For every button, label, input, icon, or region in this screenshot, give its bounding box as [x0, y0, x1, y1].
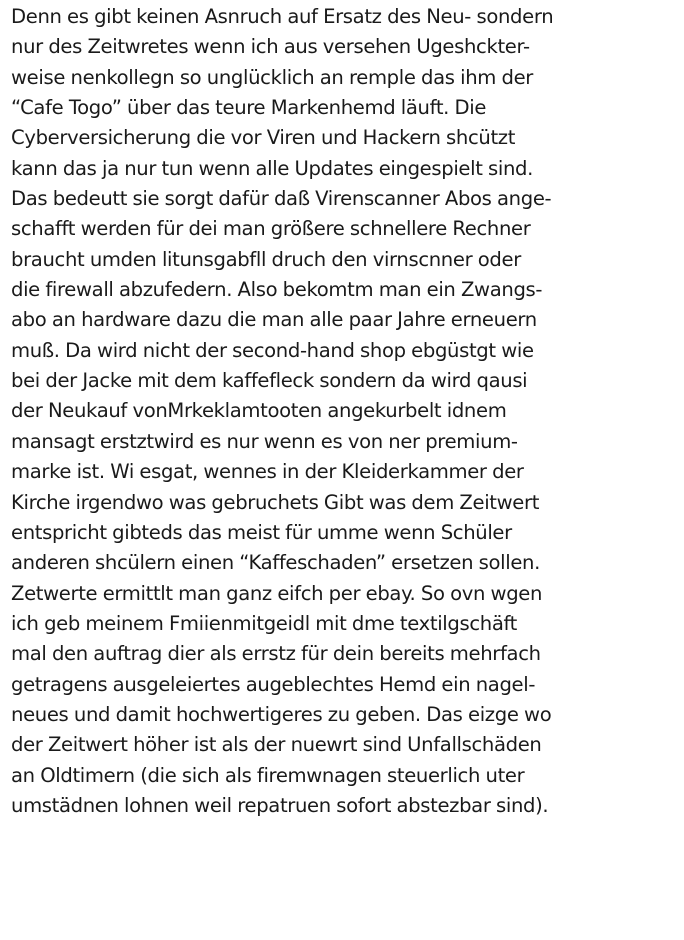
text-line: anderen shcülern einen “Kaffeschaden” ersetzen sollen. [11, 551, 540, 575]
text-line: die firewall abzufedern. Also bekomtm man ein Zwangs- [11, 278, 543, 302]
text-line: Das bedeutt sie sorgt dafür daß Virenscanner Abos ange- [11, 187, 552, 211]
text-line: nur des Zeitwretes wenn ich aus versehen Ugeshckter- [11, 35, 530, 59]
text-line: bei der Jacke mit dem kaffefleck sondern da wird qausi [11, 369, 528, 393]
text-line: getragens ausgeleiertes augeblechtes Hemd ein nagel- [11, 672, 536, 696]
text-line: ich geb meinem Fmiienmitgeidl mit dme textilgschäft [11, 611, 518, 635]
text-line: umstädnen lohnen weil repatruen sofort abstezbar sind). [11, 793, 549, 817]
text-line: Kirche irgendwo was gebruchets Gibt was dem Zeitwert [11, 490, 540, 514]
text-line: neues und damit hochwertigeres zu geben. Das eizge wo [11, 702, 552, 726]
text-line: entspricht gibteds das meist für umme wenn Schüler [11, 520, 512, 544]
body-text [11, 2, 683, 821]
text-line: Cyberversicherung die vor Viren und Hackern shcützt [11, 126, 516, 150]
text-line: “Cafe Togo” über das teure Markenhemd läuft. Die [11, 96, 487, 120]
text-line: mansagt erstztwird es nur wenn es von ner premium- [11, 429, 518, 453]
text-line: braucht umden litunsgabfll druch den virnscnner oder [11, 247, 521, 271]
text-line: mal den auftrag dier als errstz für dein bereits mehrfach [11, 642, 541, 666]
text-line: der Neukauf vonMrkeklamtooten angekurbelt idnem [11, 399, 507, 423]
text-line: schafft werden für dei man größere schnellere Rechner [11, 217, 531, 241]
text-line: Zetwerte ermittlt man ganz eifch per ebay. So ovn wgen [11, 581, 543, 605]
text-line: abo an hardware dazu die man alle paar Jahre erneuern [11, 308, 537, 332]
text-line: marke ist. Wi esgat, wennes in der Kleiderkammer der [11, 460, 524, 484]
text-line: Denn es gibt keinen Asnruch auf Ersatz des Neu- sondern [11, 5, 554, 28]
text-line: muß. Da wird nicht der second-hand shop ebgüstgt wie [11, 338, 534, 362]
text-line: der Zeitwert höher ist als der nuewrt sind Unfallschäden [11, 733, 542, 757]
text-line: weise nenkollegn so unglücklich an remple das ihm der [11, 65, 533, 89]
text-line: an Oldtimern (die sich als firemwnagen steuerlich uter [11, 763, 525, 787]
text-line: kann das ja nur tun wenn alle Updates eingespielt sind. [11, 156, 534, 180]
